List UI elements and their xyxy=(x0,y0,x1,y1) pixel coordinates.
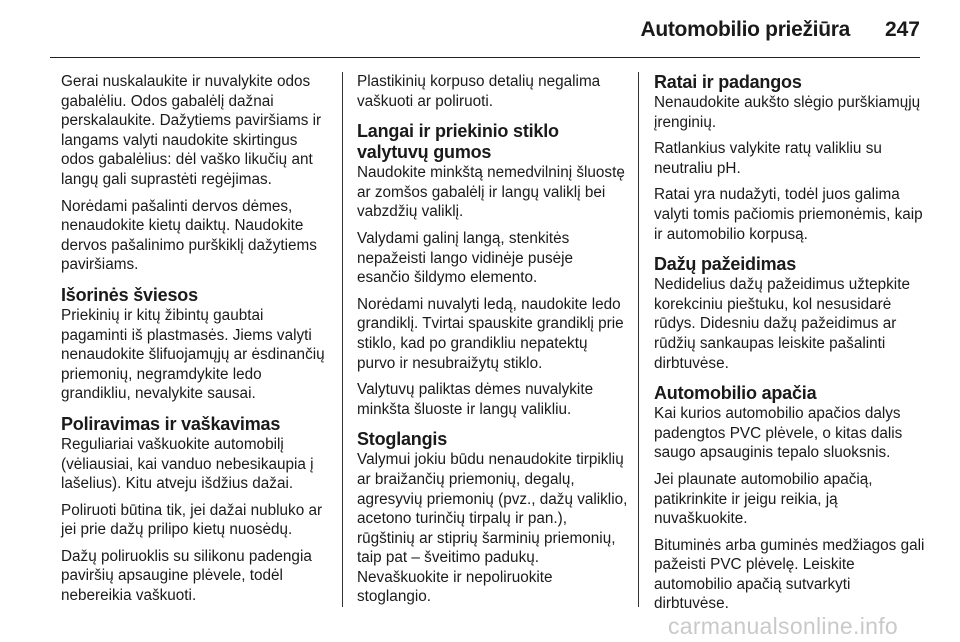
section-heading: Poliravimas ir vaškavimas xyxy=(61,413,281,434)
page-title: Automobilio priežiūra xyxy=(640,18,850,41)
paragraph: Ratlankius valykite ratų valikliu su neutraliu pH. xyxy=(654,140,882,177)
paragraph: Priekinių ir kitų žibintų gaubtai pagaminti iš plastmasės. Jiems valyti nenaudokite šlifuojamųjų ar ėsdinančių priemonių, negramdykite ledo grandikliu, nevalykite sausai. xyxy=(61,306,325,403)
column-divider-2 xyxy=(638,72,639,607)
page-header xyxy=(0,0,960,58)
section-heading: Automobilio apačia xyxy=(654,383,817,404)
section-heading: Ratai ir padangos xyxy=(654,72,802,92)
paragraph: Dažų poliruoklis su silikonu padengia paviršių apsaugine plėvele, todėl nebereikia vaškuoti. xyxy=(61,547,312,605)
paragraph: Kai kurios automobilio apačios dalys padengtos PVC plėvele, o kitas dalis saugo apsauginis tepalo sluoksnis. xyxy=(654,405,903,462)
column-divider-1 xyxy=(342,72,343,607)
paragraph: Poliruoti būtina tik, jei dažai nubluko ar jei prie dažų prilipo kietų nuosėdų. xyxy=(61,501,323,539)
paragraph: Ratai yra nudažyti, todėl juos galima valyti tomis pačiomis priemonėmis, kaip ir automobilio korpusą. xyxy=(654,186,923,243)
section-heading: Langai ir priekinio stiklo valytuvų gumos xyxy=(357,121,559,163)
paragraph: Bituminės arba guminės medžiagos gali pažeisti PVC plėvelę. Leiskite automobilio apačią sutvarkyti dirbtuvėse. xyxy=(654,536,925,613)
column-middle xyxy=(357,72,629,614)
paragraph: Jei plaunate automobilio apačią, patikrinkite ir jeigu reikia, ją nuvaškuokite. xyxy=(654,470,873,528)
column-right xyxy=(654,72,926,621)
section-heading: Išorinės šviesos xyxy=(61,284,198,305)
header-divider xyxy=(50,57,920,58)
paragraph: Gerai nuskalaukite ir nuvalykite odos gabalėliu. Odos gabalėlį dažnai perskalaukite. Dažytiems paviršiams ir langams valyti naudokite skirtingus odos gabalėlius: dėl vaško likučių ant langų gali suprastėti regėjimas. xyxy=(61,73,322,188)
paragraph: Nedidelius dažų pažeidimus užtepkite korekciniu pieštuku, kol nesusidarė rūdys. Didesniu dažų pažeidimus ar rūdžių sankaupas leiskite pašalinti dirbtuvėse. xyxy=(654,276,910,372)
paragraph: Nenaudokite aukšto slėgio purškiamųjų įrenginių. xyxy=(654,94,921,131)
paragraph: Reguliariai vaškuokite automobilį (vėliausiai, kai vanduo nebesikaupia į lašelius). Kitu atveju išdžius dažai. xyxy=(61,435,314,493)
page-number: 247 xyxy=(884,18,920,41)
paragraph: Valymui jokiu būdu nenaudokite tirpiklių ar braižančių priemonių, degalų, agresyvių priemonių (pvz., dažų valiklio, acetono turinčių tirpalų ir pan.), rūgštinių ar stiprių šarminių priemonių, taip pat – šveitimo padukų. Nevaškuokite ir nepoliruokite stoglangio. xyxy=(357,451,628,606)
column-left xyxy=(61,72,333,613)
paragraph: Valytuvų paliktas dėmes nuvalykite minkšta šluoste ir langų valikliu. xyxy=(357,381,594,418)
paragraph: Valydami galinį langą, stenkitės nepažeisti lango vidinėje pusėje esančio šildymo elemento. xyxy=(357,229,574,287)
paragraph: Norėdami pašalinti dervos dėmes, nenaudokite kietų daiktų. Naudokite dervos pašalinimo purškiklį dažytiems paviršiams. xyxy=(61,197,317,274)
paragraph: Norėdami nuvalyti ledą, naudokite ledo grandiklį. Tvirtai spauskite grandiklį prie stiklo, kad po grandikliu nepatektų purvo ir nesubraižytų stiklo. xyxy=(357,295,624,372)
paragraph: Plastikinių korpuso detalių negalima vaškuoti ar poliruoti. xyxy=(357,73,601,110)
section-heading: Dažų pažeidimas xyxy=(654,254,797,275)
watermark-text: carmanualsonline.info xyxy=(667,613,898,639)
section-heading: Stoglangis xyxy=(357,429,448,450)
paragraph: Naudokite minkštą nemedvilninį šluostę ar zomšos gabalėlį ir langų valiklį bei vabzdžių valiklį. xyxy=(357,164,625,221)
